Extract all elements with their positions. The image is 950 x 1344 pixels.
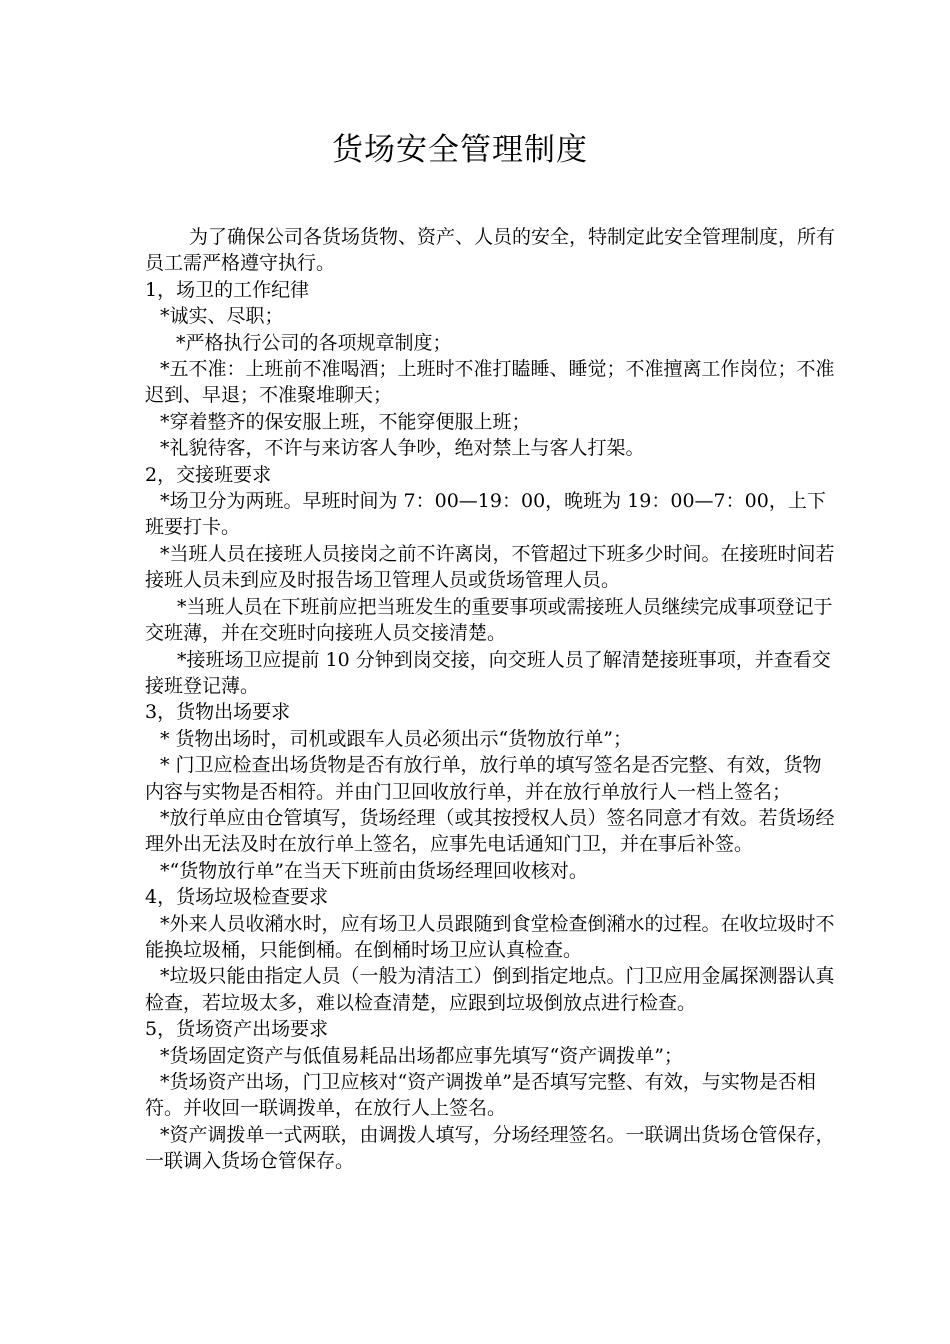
rule-item: *穿着整齐的保安服上班，不能穿便服上班；: [160, 410, 531, 433]
section-heading-1: 1，场卫的工作纪律: [145, 278, 310, 301]
rule-item: *诚实、尽职；: [160, 305, 284, 328]
section-heading-5: 5，货场资产出场要求: [145, 1018, 329, 1041]
rule-item: *严格执行公司的各项规章制度；: [176, 331, 452, 354]
section-heading-2: 2，交接班要求: [145, 463, 272, 486]
rule-item: *“货物放行单”在当天下班前由货场经理回收核对。: [160, 859, 588, 882]
rule-item: *场卫分为两班。早班时间为 7：00—19：00，晚班为 19：00—7：00，上下班要打卡。: [145, 490, 826, 539]
rule-item: *五不准：上班前不准喝酒；上班时不准打瞌睡、睡觉；不准擅离工作岗位；不准迟到、早退；不准聚堆聊天；: [145, 358, 835, 407]
rule-item: * 门卫应检查出场货物是否有放行单，放行单的填写签名是否完整、有效，货物内容与实物是否相符。并由门卫回收放行单，并在放行单放行人一档上签名；: [145, 754, 822, 803]
rule-item: * 货物出场时，司机或跟车人员必须出示“货物放行单”；: [160, 727, 632, 750]
rule-item: *接班场卫应提前 10 分钟到岗交接，向交班人员了解清楚接班事项，并查看交接班登记薄。: [145, 648, 831, 697]
rule-item: *货场资产出场，门卫应核对“资产调拨单”是否填写完整、有效，与实物是否相符。并收回一联调拨单，在放行人上签名。: [145, 1071, 816, 1120]
intro-paragraph: 为了确保公司各货场货物、资产、人员的安全，特制定此安全管理制度，所有员工需严格遵守执行。: [145, 226, 836, 275]
rule-item: *货场固定资产与低值易耗品出场都应事先填写“资产调拨单”；: [160, 1044, 683, 1067]
rule-item: *垃圾只能由指定人员（一般为清洁工）倒到指定地点。门卫应用金属探测器认真检查，若垃圾太多，难以检查清楚，应跟到垃圾倒放点进行检查。: [145, 965, 835, 1014]
rule-item: *当班人员在下班前应把当班发生的重要事项或需接班人员继续完成事项登记于交班薄，并在交班时向接班人员交接清楚。: [145, 595, 833, 645]
rule-item: *当班人员在接班人员接岗之前不许离岗，不管超过下班多少时间。在接班时间若接班人员未到应及时报告场卫管理人员或货场管理人员。: [145, 542, 835, 592]
section-heading-4: 4，货场垃圾检查要求: [145, 886, 329, 909]
document-title: 货场安全管理制度: [332, 132, 588, 168]
section-heading-3: 3，货物出场要求: [145, 701, 291, 724]
rule-item: *礼貌待客，不许与来访客人争吵，绝对禁上与客人打架。: [160, 437, 645, 460]
rule-item: *资产调拨单一式两联，由调拨人填写，分场经理签名。一联调出货场仓管保存，一联调入货场仓管保存。: [145, 1123, 835, 1173]
rule-item: *外来人员收潲水时，应有场卫人员跟随到食堂检查倒潲水的过程。在收垃圾时不能换垃圾桶，只能倒桶。在倒桶时场卫应认真检查。: [145, 912, 835, 961]
document-body: [145, 224, 835, 1175]
rule-item: *放行单应由仓管填写，货场经理（或其按授权人员）签名同意才有效。若货场经理外出无法及时在放行单上签名，应事先电话通知门卫，并在事后补签。: [145, 806, 835, 856]
